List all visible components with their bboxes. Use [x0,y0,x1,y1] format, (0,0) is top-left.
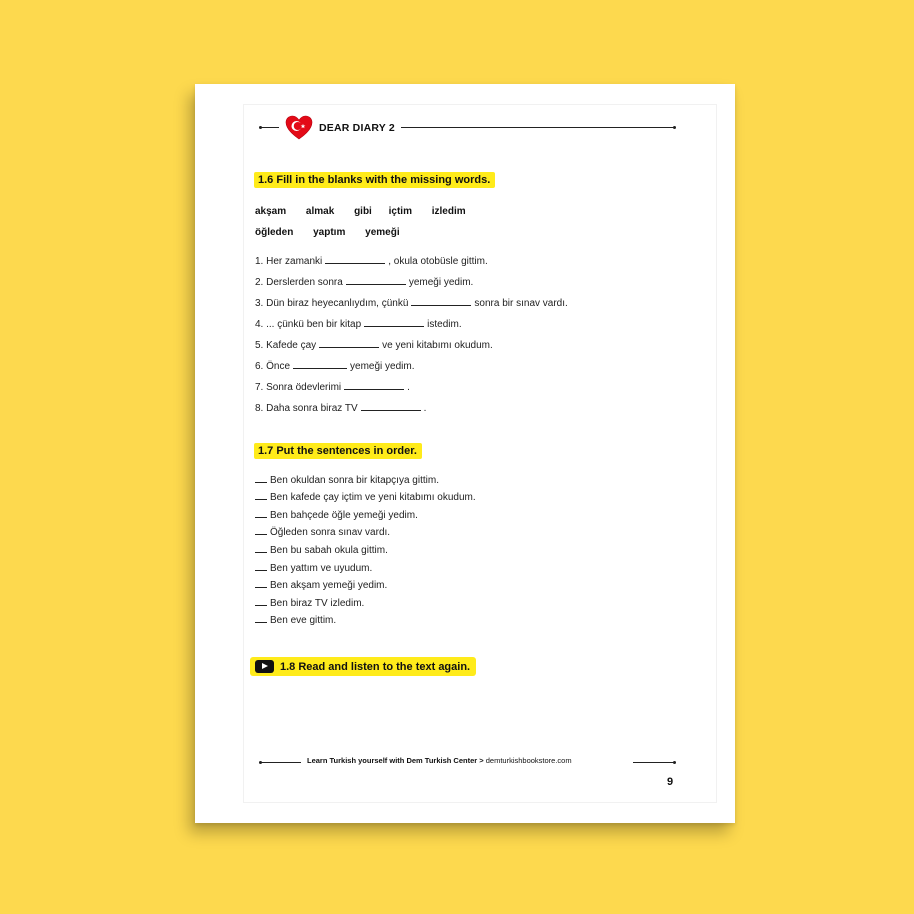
list-item: 5. Kafede çay ve yeni kitabımı okudum. [255,340,493,351]
footer-tagline: Learn Turkish yourself with Dem Turkish Center > [307,756,484,765]
order-blank[interactable] [255,526,267,535]
order-blank[interactable] [255,579,267,588]
answer-blank[interactable] [346,276,406,285]
list-item: 1. Her zamanki , okula otobüsle gittim. [255,256,488,267]
order-blank[interactable] [255,509,267,518]
list-item: Ben biraz TV izledim. [255,597,364,609]
word-bank-item: öğleden [255,227,294,238]
header-dot-right [673,126,676,129]
list-item: 4. ... çünkü ben bir kitap istedim. [255,319,462,330]
answer-blank[interactable] [411,297,471,306]
list-item: Ben bu sabah okula gittim. [255,544,388,556]
list-item: Ben kafede çay içtim ve yeni kitabımı okudum. [255,491,476,503]
header-line-right [401,127,675,128]
section-heading-1-8[interactable] [250,657,476,676]
list-item: 2. Derslerden sonra yemeği yedim. [255,277,474,288]
word-bank-item: gibi [354,206,372,217]
answer-blank[interactable] [319,339,379,348]
footer-website-link[interactable]: demturkishbookstore.com [485,756,572,765]
list-item: Ben bahçede öğle yemeği yedim. [255,509,418,521]
section-heading-1-8-label: 1.8 Read and listen to the text again. [280,660,471,673]
word-bank-item: içtim [388,206,412,217]
order-blank[interactable] [255,491,267,500]
answer-blank[interactable] [361,402,421,411]
answer-blank[interactable] [364,318,424,327]
page-header [259,114,679,140]
page-number: 9 [667,776,674,788]
section-heading-1-7: 1.7 Put the sentences in order. [254,443,422,459]
word-bank-row-2 [255,227,417,238]
list-item: Ben akşam yemeği yedim. [255,579,387,591]
list-item: Ben yattım ve uyudum. [255,562,372,574]
footer-line-left [261,762,301,763]
list-item: Ben eve gittim. [255,614,336,626]
order-blank[interactable] [255,562,267,571]
order-blank[interactable] [255,474,267,483]
list-item: Ben okuldan sonra bir kitapçıya gittim. [255,474,439,486]
footer-text [307,756,572,765]
list-item: 8. Daha sonra biraz TV . [255,403,427,414]
page-title: DEAR DIARY 2 [319,122,395,134]
footer-line-right [633,762,675,763]
answer-blank[interactable] [293,360,347,369]
list-item: 7. Sonra ödevlerimi . [255,382,410,393]
footer-dot-right [673,761,676,764]
header-line-left [261,127,279,128]
word-bank-row-1 [255,206,483,217]
list-item: 6. Önce yemeği yedim. [255,361,415,372]
word-bank-item: izledim [431,206,466,217]
word-bank-item: akşam [255,206,287,217]
list-item: Öğleden sonra sınav vardı. [255,526,390,538]
order-blank[interactable] [255,614,267,623]
answer-blank[interactable] [344,381,404,390]
order-blank[interactable] [255,597,267,606]
word-bank-item: almak [305,206,335,217]
turkey-heart-flag-icon [285,115,313,141]
order-blank[interactable] [255,544,267,553]
word-bank-item: yaptım [313,227,346,238]
list-item: 3. Dün biraz heyecanlıydım, çünkü sonra bir sınav vardı. [255,298,568,309]
page-footer [259,756,679,770]
section-heading-1-6: 1.6 Fill in the blanks with the missing words. [254,172,495,188]
worksheet-page [195,84,735,823]
word-bank-item: yemeği [365,227,400,238]
answer-blank[interactable] [325,255,385,264]
play-icon[interactable] [255,660,274,673]
